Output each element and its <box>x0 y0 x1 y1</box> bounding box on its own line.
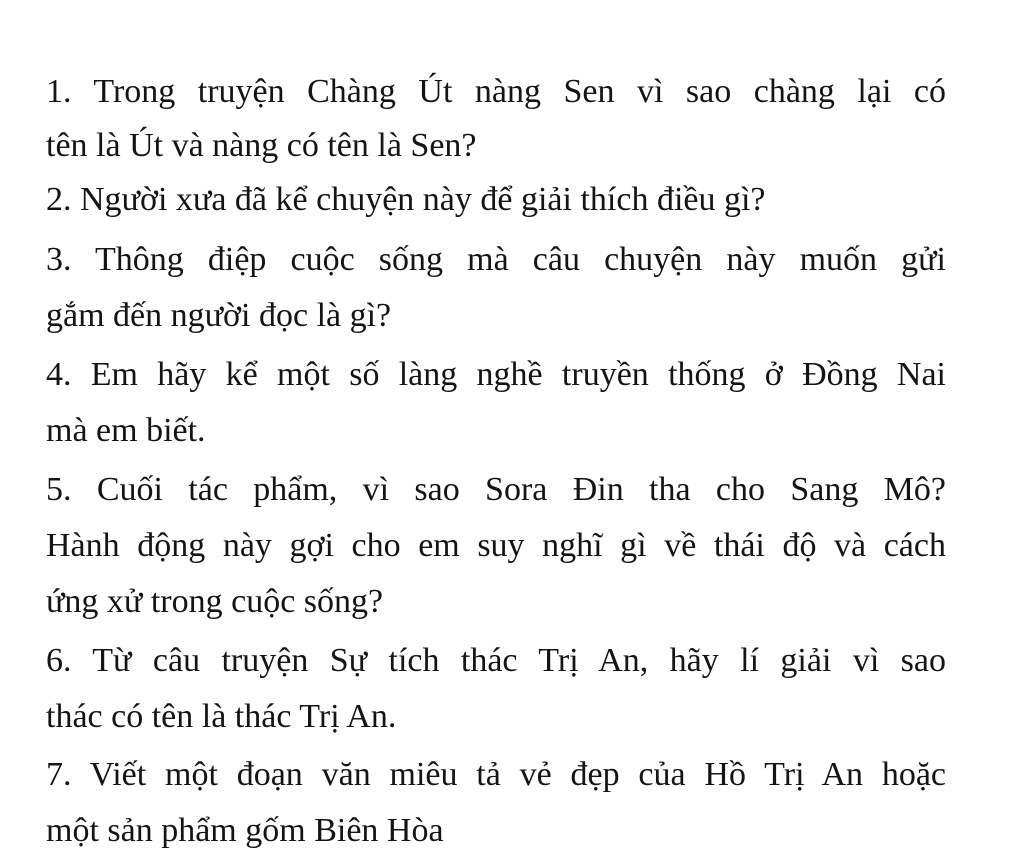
question-6-line-2: thác có tên là thác Trị An. <box>46 698 397 735</box>
question-3-line-1: 3. Thông điệp cuộc sống mà câu chuyện này muốn gửi <box>46 241 946 278</box>
question-5-line-3: ứng xử trong cuộc sống? <box>46 583 384 620</box>
question-7-line-2: một sản phẩm gốm Biên Hòa <box>46 812 444 849</box>
question-4-line-1: 4. Em hãy kể một số làng nghề truyền thống ở Đồng Nai <box>46 356 946 393</box>
question-1-line-1: 1. Trong truyện Chàng Út nàng Sen vì sao chàng lại có <box>46 73 946 110</box>
question-5-line-1: 5. Cuối tác phẩm, vì sao Sora Đin tha cho Sang Mô? <box>46 471 946 508</box>
question-6-line-1: 6. Từ câu truyện Sự tích thác Trị An, hãy lí giải vì sao <box>46 642 946 679</box>
question-1-line-2: tên là Út và nàng có tên là Sen? <box>46 127 477 164</box>
question-5-line-2: Hành động này gợi cho em suy nghĩ gì về thái độ và cách <box>46 527 946 564</box>
question-7-line-1: 7. Viết một đoạn văn miêu tả vẻ đẹp của Hồ Trị An hoặc <box>46 756 946 793</box>
question-3-line-2: gắm đến người đọc là gì? <box>46 297 392 334</box>
question-4-line-2: mà em biết. <box>46 412 206 449</box>
question-2-line-1: 2. Người xưa đã kể chuyện này để giải thích điều gì? <box>46 181 766 218</box>
